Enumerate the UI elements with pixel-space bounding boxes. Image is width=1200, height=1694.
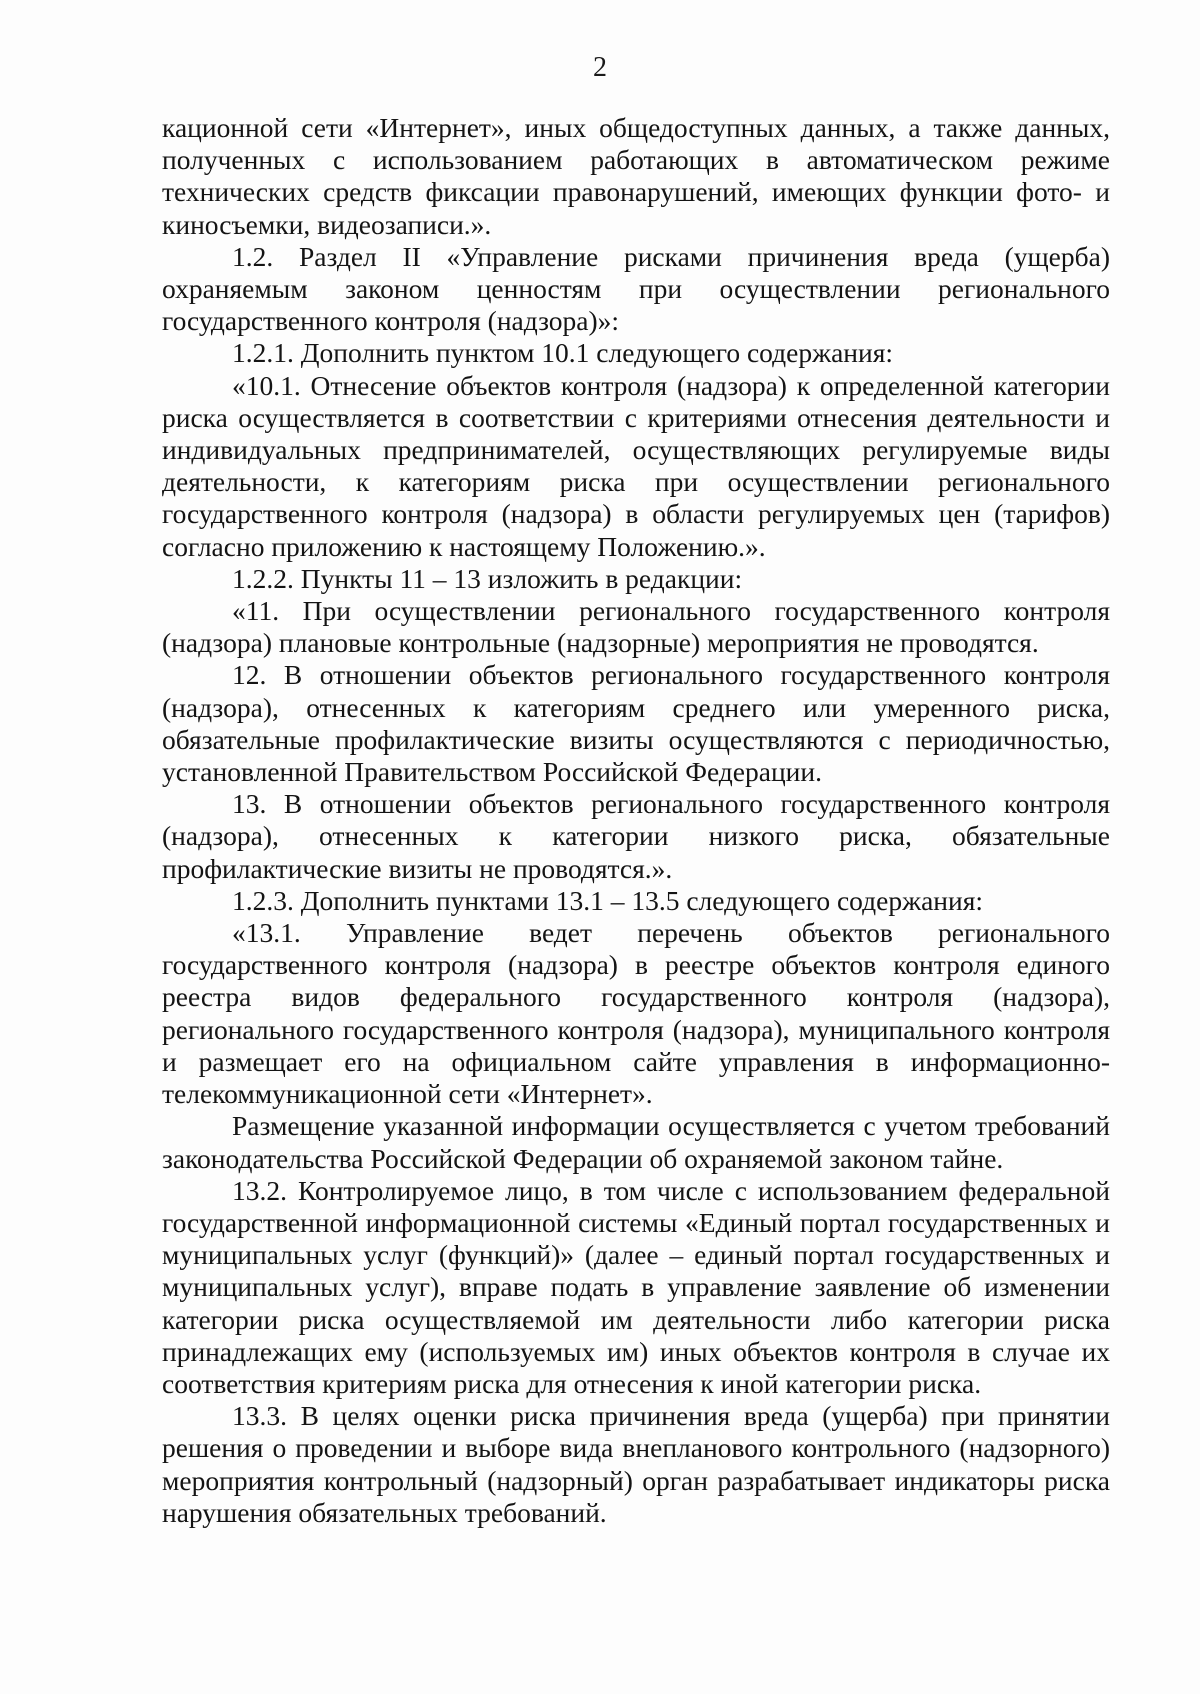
paragraph: «13.1. Управление ведет перечень объектов регионального государственного контроля (надзора) в реестре объектов контроля единого реестра видов федерального государственного контроля (надзора), регионального государственного контроля (надзора), муниципального контроля и размещает его на официальном сайте управления в информационно-телекоммуникационной сети «Интернет». [162, 917, 1110, 1110]
paragraph: «10.1. Отнесение объектов контроля (надзора) к определенной категории риска осуществляется в соответствии с критериями отнесения деятельности и индивидуальных предпринимателей, осуществляющих регулируемые виды деятельности, к категориям риска при осуществлении регионального государственного контроля (надзора) в области регулируемых цен (тарифов) согласно приложению к настоящему Положению.». [162, 369, 1110, 562]
paragraph: 13. В отношении объектов регионального государственного контроля (надзора), отнесенных к категории низкого риска, обязательные профилактические визиты не проводятся.». [162, 788, 1110, 884]
paragraph: Размещение указанной информации осуществляется с учетом требований законодательства Российской Федерации об охраняемой законом тайне. [162, 1110, 1110, 1174]
paragraph: «11. При осуществлении регионального государственного контроля (надзора) плановые контрольные (надзорные) мероприятия не проводятся. [162, 595, 1110, 659]
paragraph: 13.3. В целях оценки риска причинения вреда (ущерба) при принятии решения о проведении и выборе вида внепланового контрольного (надзорного) мероприятия контрольный (надзорный) орган разрабатывает индикаторы риска нарушения обязательных требований. [162, 1400, 1110, 1528]
paragraph: 1.2.1. Дополнить пунктом 10.1 следующего содержания: [232, 337, 893, 369]
paragraph: 12. В отношении объектов регионального государственного контроля (надзора), отнесенных к категориям среднего или умеренного риска, обязательные профилактические визиты осуществляются с периодичностью, установленной Правительством Российской Федерации. [162, 659, 1110, 788]
paragraph: 1.2.3. Дополнить пунктами 13.1 – 13.5 следующего содержания: [232, 884, 984, 916]
paragraph: 1.2.2. Пункты 11 – 13 изложить в редакции: [232, 562, 743, 594]
page-number: 2 [593, 52, 607, 83]
paragraph: 13.2. Контролируемое лицо, в том числе с использованием федеральной государственной информационной системы «Единый портал государственных и муниципальных услуг (функций)» (далее – единый портал государственных и муниципальных услуг), вправе подать в управление заявление об изменении категории риска осуществляемой им деятельности либо категории риска принадлежащих ему (используемых им) иных объектов контроля в случае их соответствия критериям риска для отнесения к иной категории риска. [162, 1174, 1110, 1399]
document-body [162, 112, 1110, 1529]
paragraph: кационной сети «Интернет», иных общедоступных данных, а также данных, полученных с использованием работающих в автоматическом режиме технических средств фиксации правонарушений, имеющих функции фото- и киносъемки, видеозаписи.». [162, 112, 1110, 240]
paragraph: 1.2. Раздел II «Управление рисками причинения вреда (ущерба) охраняемым законом ценностям при осуществлении регионального государственного контроля (надзора)»: [162, 240, 1110, 337]
